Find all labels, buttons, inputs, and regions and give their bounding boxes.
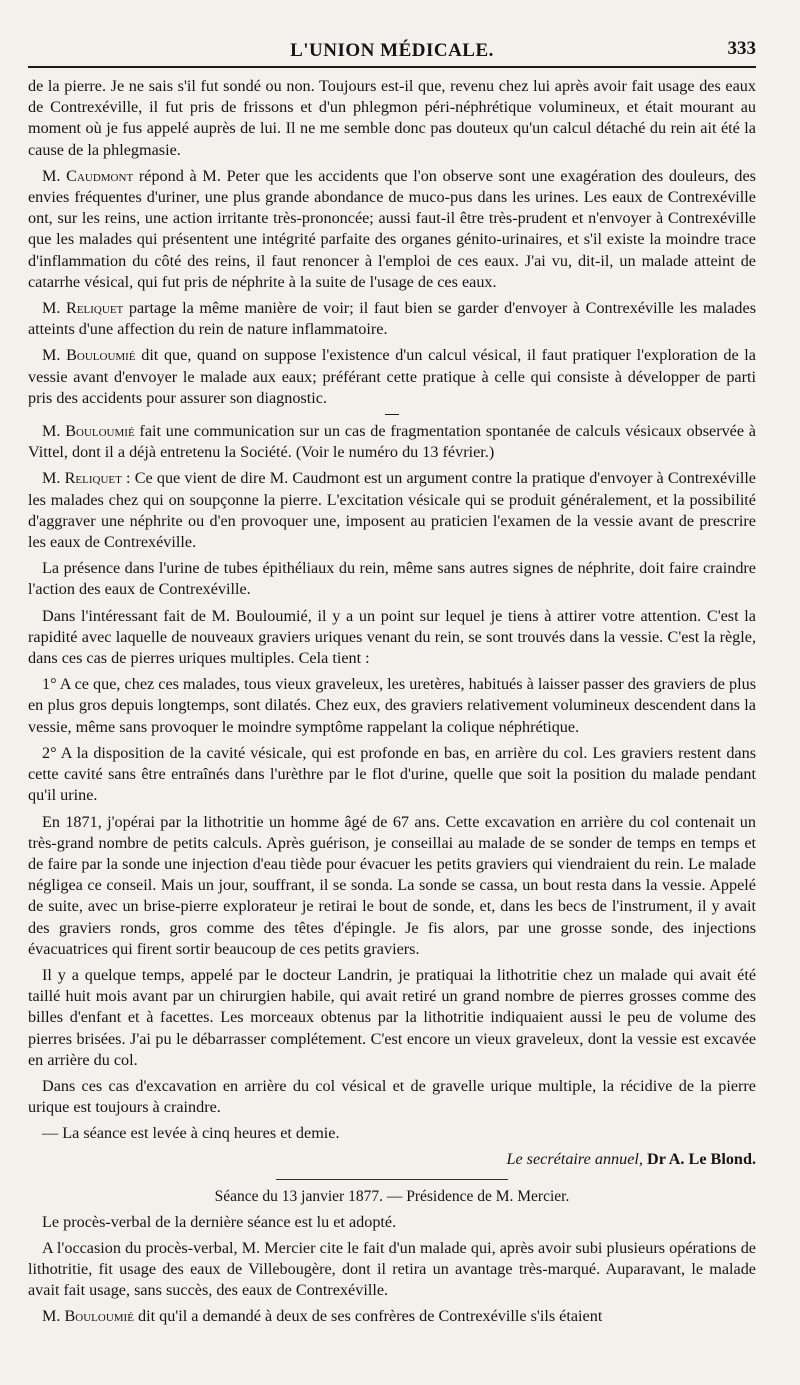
- header-rule: [28, 66, 756, 68]
- speaker-name: M. Bouloumié: [42, 1307, 134, 1326]
- signature-name: Dr A. Le Blond.: [647, 1149, 756, 1168]
- signature-role: Le secrétaire annuel,: [506, 1149, 643, 1168]
- paragraph: En 1871, j'opérai par la lithotritie un homme âgé de 67 ans. Cette excavation en arrière du col contenait un très-grand nombre de petits calculs. Après guérison, je conseillai au malade de se sonder de temps en temps et de faire par la sonde une injection d'eau tiède pour évacuer les petits graviers qui viendraient du rein. Le malade négligea ce conseil. Mais un jour, souffrant, il se sonda. La sonde se cassa, un bout resta dans la vessie. Appelé de suite, avec un brise-pierre explorateur je retirai le bout de sonde, et, dans les becs de l'instrument, il y avait des graviers ronds, gros comme des têtes d'épingle. Je fis alors, par une grosse sonde, des injections évacuatrices qui firent sortir beaucoup de ces petits graviers.: [28, 812, 756, 958]
- paragraph: Dans l'intéressant fait de M. Bouloumié, il y a un point sur lequel je tiens à attirer votre attention. C'est la rapidité avec laquelle de nouveaux graviers uriques venant du rein, se sont trouvés dans la vessie. C'est la règle, dans ces cas de pierres uriques multiples. Cela tient :: [28, 606, 756, 668]
- speaker-name: M. Bouloumié: [42, 346, 136, 365]
- session-divider: [276, 1179, 508, 1180]
- article-body: [28, 76, 756, 1145]
- paragraph: M. Caudmont répond à M. Peter que les accidents que l'on observe sont une exagération des douleurs, des envies fréquentes d'uriner, une plus grande abondance de muco-pus dans les urines. Les eaux de Contrexéville ont, sur les reins, une action irritante très-prononcée; aussi faut-il être très-prudent et n'envoyer à Contrexéville que les malades qui présentent une intégrité parfaite des organes génito-urinaires, et s'il existe la moindre trace d'inflammation du côté des reins, il faut renoncer à l'emploi de ces eaux. J'ai vu, dit-il, un malade atteint de catarrhe vésical, qui fut pris de néphrite à la suite de l'usage de ces eaux.: [28, 166, 756, 291]
- signature: [28, 1150, 756, 1169]
- paragraph: 1° A ce que, chez ces malades, tous vieux graveleux, les uretères, habitués à laisser passer des graviers de plus en plus gros depuis longtemps, sont dilatés. Chez eux, des graviers relativement volumineux descendent dans la vessie, même sans provoquer le moindre symptôme rappelant la colique néphrétique.: [28, 675, 756, 736]
- session-body: [28, 1212, 756, 1328]
- paragraph: M. Bouloumié dit qu'il a demandé à deux de ses confrères de Contrexéville s'ils étaient: [42, 1307, 603, 1326]
- paragraph: 2° A la disposition de la cavité vésicale, qui est profonde en bas, en arrière du col. Les graviers restent dans cette cavité sans être entraînés dans l'urèthre par le flot d'urine, quelle que soit la position du malade pendant qu'il urine.: [28, 743, 756, 805]
- speaker-name: M. Caudmont: [42, 166, 134, 185]
- paragraph: M. Reliquet : Ce que vient de dire M. Caudmont est un argument contre la pratique d'envoyer à Contrexéville les malades chez qui on soupçonne la pierre. L'excitation vésicale qui se produit généralement, et la possibilité d'aggraver une néphrite ou d'en provoquer une, imposent au praticien l'examen de la vessie avant de prescrire les eaux de Contrexéville.: [28, 469, 756, 552]
- paragraph: de la pierre. Je ne sais s'il fut sondé ou non. Toujours est-il que, revenu chez lui après avoir fait usage des eaux de Contrexéville, il fut pris de frissons et d'un phlegmon péri-néphrétique volumineux, et était mourant au moment où je fus appelé auprès de lui. Il ne me semble donc pas douteux qu'un calcul détaché du rein ait été la cause de la phlegmasie.: [28, 77, 756, 159]
- paragraph: La présence dans l'urine de tubes épithéliaux du rein, même sans autres signes de néphrite, doit faire craindre l'action des eaux de Contrexéville.: [28, 559, 756, 599]
- paragraph: — La séance est levée à cinq heures et demie.: [42, 1124, 340, 1143]
- paragraph: M. Reliquet partage la même manière de voir; il faut bien se garder d'envoyer à Contrexéville les malades atteints d'une affection du rein de nature inflammatoire.: [28, 299, 756, 339]
- running-header: [28, 28, 756, 62]
- session-heading: Séance du 13 janvier 1877. — Présidence de M. Mercier.: [214, 1187, 570, 1205]
- page-number: 333: [727, 38, 756, 59]
- paragraph: A l'occasion du procès-verbal, M. Mercier cite le fait d'un malade qui, après avoir subi plusieurs opérations de lithotritie, fit usage des eaux de Villebougère, dont il retira un avantage très-marqué. Auparavant, le malade avait fait usage, sans succès, des eaux de Contrexéville.: [28, 1238, 756, 1300]
- paragraph: Le procès-verbal de la dernière séance est lu et adopté.: [42, 1212, 397, 1231]
- section-separator: [385, 414, 399, 415]
- journal-title: L'UNION MÉDICALE.: [290, 40, 494, 61]
- paragraph: M. Bouloumié fait une communication sur un cas de fragmentation spontanée de calculs vésicaux observée à Vittel, dont il a déjà entretenu la Société. (Voir le numéro du 13 février.): [28, 422, 756, 462]
- speaker-name: M. Reliquet: [42, 299, 124, 318]
- paragraph: M. Bouloumié dit que, quand on suppose l'existence d'un calcul vésical, il faut pratiquer l'exploration de la vessie avant d'envoyer le malade aux eaux; préférant cette pratique à celle qui consiste à développer de parti pris des accidents pour assurer son diagnostic.: [28, 346, 756, 407]
- paragraph: Il y a quelque temps, appelé par le docteur Landrin, je pratiquai la lithotritie chez un malade qui avait été taillé huit mois avant par un chirurgien habile, qui avait retiré un grand nombre de pierres grosses comme des billes d'enfant et à facettes. Les morceaux obtenus par la lithotritie indiquaient aussi le peu de volume des pierres brisées. J'ai pu le débarrasser complétement. C'est encore un vieux graveleux, dont la vessie est excavée en arrière du col.: [28, 965, 756, 1069]
- paragraph: Dans ces cas d'excavation en arrière du col vésical et de gravelle urique multiple, la récidive de la pierre urique est toujours à craindre.: [28, 1076, 756, 1117]
- speaker-name: M. Reliquet: [42, 469, 122, 488]
- speaker-name: M. Bouloumié: [42, 422, 135, 441]
